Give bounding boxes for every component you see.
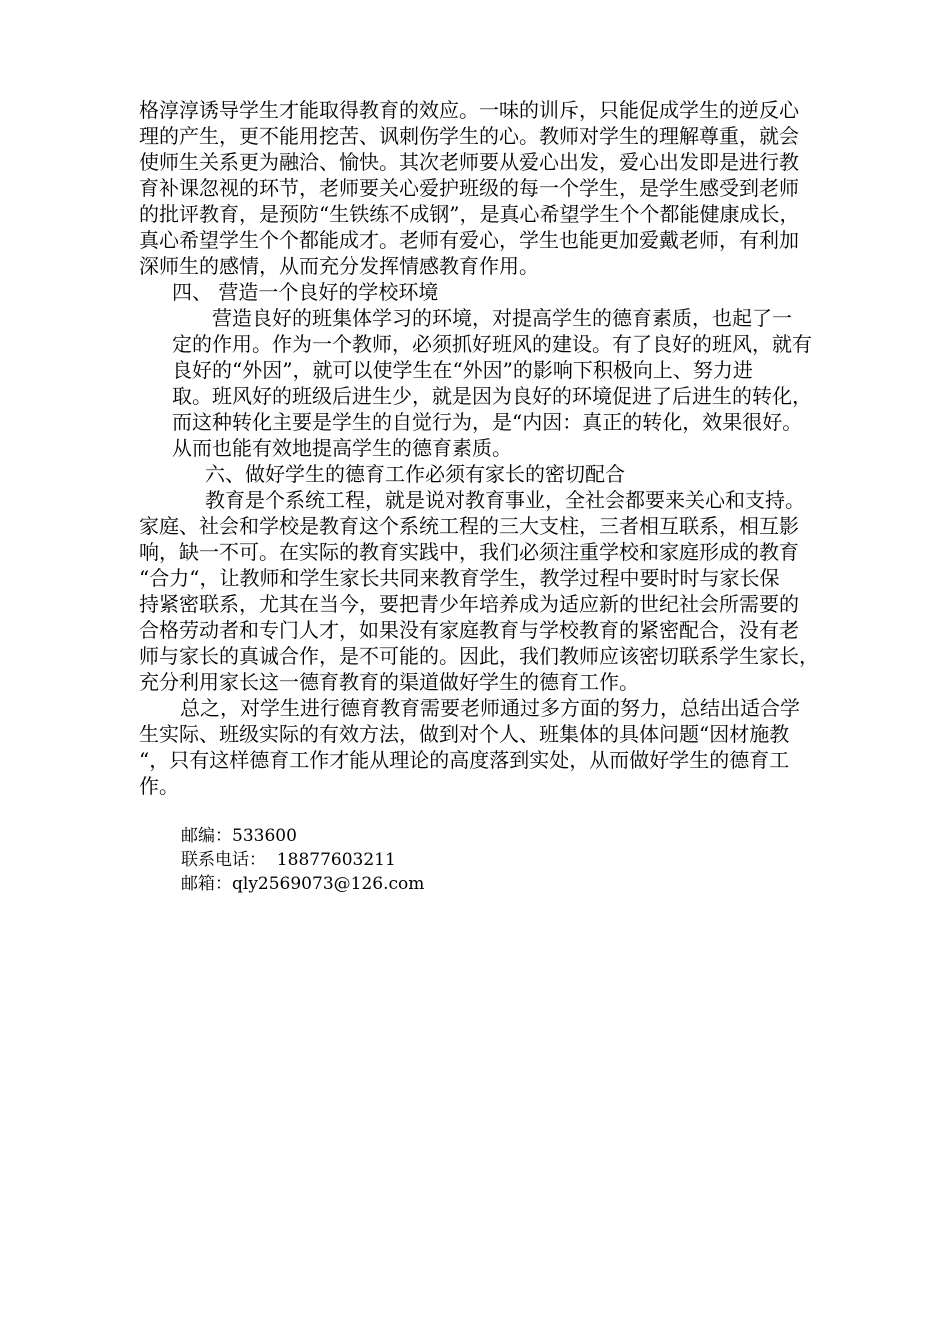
text-line: 深师生的感情，从而充分发挥情感教育作用。 xyxy=(139,254,539,278)
email-text: 邮箱：qly2569073@126.com xyxy=(181,874,425,894)
text-line: 生实际、班级实际的有效方法，做到对个人、班集体的具体问题“因材施教 xyxy=(139,722,790,746)
section-heading: 四、 营造一个良好的学校环境 xyxy=(172,280,439,304)
phone-text: 联系电话： 18877603211 xyxy=(181,850,396,870)
text-line: 良好的“外因”，就可以使学生在“外因”的影响下积极向上、努力进 xyxy=(172,358,753,382)
text-line: 充分利用家长这一德育教育的渠道做好学生的德育工作。 xyxy=(139,670,639,694)
text-line: 持紧密联系，尤其在当今，要把青少年培养成为适应新的世纪社会所需要的 xyxy=(139,592,799,616)
text-line: 家庭、社会和学校是教育这个系统工程的三大支柱，三者相互联系，相互影 xyxy=(139,514,799,538)
postcode-text: 邮编：533600 xyxy=(181,826,297,846)
text-line: 真心希望学生个个都能成才。老师有爱心，学生也能更加爱戴老师，有利加 xyxy=(139,228,799,252)
text-line: 定的作用。作为一个教师，必须抓好班风的建设。有了良好的班风，就有 xyxy=(172,332,812,356)
text-line: 营造良好的班集体学习的环境，对提高学生的德育素质，也起了一 xyxy=(212,306,792,330)
text-line: “合力“，让教师和学生家长共同来教育学生，教学过程中要时时与家长保 xyxy=(139,566,780,590)
text-line: 师与家长的真诚合作，是不可能的。因此，我们教师应该密切联系学生家长， xyxy=(139,644,819,668)
text-line: 的批评教育，是预防“生铁练不成钢”，是真心希望学生个个都能健康成长， xyxy=(139,202,800,226)
text-line: 育补课忽视的环节，老师要关心爱护班级的每一个学生，是学生感受到老师 xyxy=(139,176,799,200)
text-line: 响，缺一不可。在实际的教育实践中，我们必须注重学校和家庭形成的教育 xyxy=(139,540,799,564)
text-line: “，只有这样德育工作才能从理论的高度落到实处，从而做好学生的德育工 xyxy=(139,748,790,772)
text-line: 取。班风好的班级后进生少，就是因为良好的环境促进了后进生的转化， xyxy=(172,384,812,408)
section-heading: 六、做好学生的德育工作必须有家长的密切配合 xyxy=(205,462,625,486)
text-line: 总之，对学生进行德育教育需要老师通过多方面的努力，总结出适合学 xyxy=(180,696,800,720)
text-line: 使师生关系更为融洽、愉快。其次老师要从爱心出发，爱心出发即是进行教 xyxy=(139,150,799,174)
text-line: 从而也能有效地提高学生的德育素质。 xyxy=(172,436,512,460)
text-line: 而这种转化主要是学生的自觉行为，是“内因：真正的转化，效果很好。 xyxy=(172,410,803,434)
text-line: 格淳淳诱导学生才能取得教育的效应。一味的训斥，只能促成学生的逆反心 xyxy=(139,98,799,122)
text-line: 教育是个系统工程，就是说对教育事业，全社会都要来关心和支持。 xyxy=(205,488,805,512)
text-line: 作。 xyxy=(139,774,179,798)
text-line: 理的产生，更不能用挖苦、讽刺伤学生的心。教师对学生的理解尊重，就会 xyxy=(139,124,799,148)
text-line: 合格劳动者和专门人才，如果没有家庭教育与学校教育的紧密配合，没有老 xyxy=(139,618,799,642)
